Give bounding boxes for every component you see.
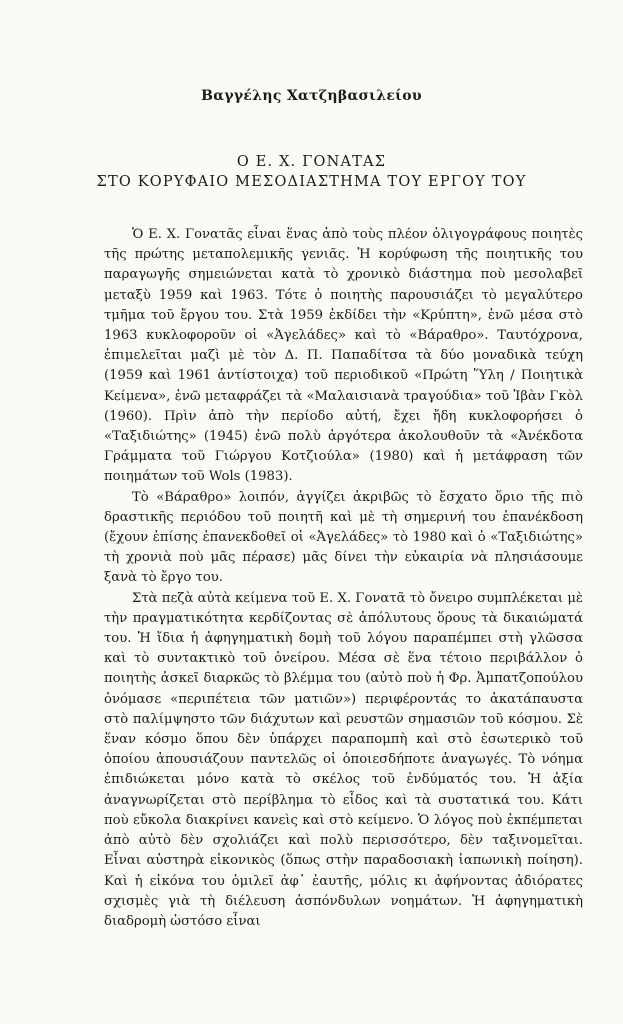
article-body bbox=[104, 225, 583, 932]
paragraph-1: Ὁ Ε. Χ. Γονατᾶς εἶναι ἕνας ἀπὸ τοὺς πλέον ὀλιγογράφους ποιητὲς τῆς πρώτης μεταπολεμικῆς γενιᾶς. Ἡ κορύφωση τῆς ποιητικῆς του παραγωγῆς σημειώνεται κατὰ τὸ χρονικὸ διάστημα ποὺ μεσολαβεῖ μεταξὺ 1959 καὶ 1963. Τότε ὁ ποιητὴς παρουσιάζει τὸ μεγαλύτερο τμῆμα τοῦ ἔργου του. Στὰ 1959 ἐκδίδει τὴν «Κρύπτη», ἐνῶ μέσα στὸ 1963 κυκλοφοροῦν οἱ «Ἀγελάδες» καὶ τὸ «Βάραθρο». Ταυτόχρονα, ἐπιμελεῖται μαζὶ μὲ τὸν Δ. Π. Παπαδίτσα τὰ δύο μοναδικὰ τεύχη (1959 καὶ 1961 ἀντίστοιχα) τοῦ περιοδικοῦ «Πρώτη Ὕλη / Ποιητικὰ Κείμενα», ἐνῶ μεταφράζει τὰ «Μαλαισιανὰ τραγούδια» τοῦ Ἰβὰν Γκὸλ (1960). Πρὶν ἀπὸ τὴν περίοδο αὐτή, ἔχει ἤδη κυκλοφορήσει ὁ «Ταξιδιώτης» (1945) ἐνῶ πολὺ ἀργότερα ἀκολουθοῦν τὰ «Ἀνέκδοτα Γράμματα τοῦ Γιώργου Κοτζιούλα» (1980) καὶ ἡ μετάφραση τῶν ποιημάτων τοῦ Wols (1983). bbox=[104, 227, 583, 485]
title-line-1: Ο Ε. Χ. ΓΟΝΑΤΑΣ bbox=[236, 154, 387, 170]
author-name: Βαγγέλης Χατζηβασιλείου bbox=[201, 88, 422, 104]
paragraph-3: Στὰ πεζὰ αὐτὰ κείμενα τοῦ Ε. Χ. Γονατᾶ τὸ ὄνειρο συμπλέκεται μὲ τὴν πραγματικότητα κερδίζοντας σὲ ἀπόλυτους ὅρους τὰ δικαιώματά του. Ἡ ἴδια ἡ ἀφηγηματικὴ δομὴ τοῦ λόγου παραπέμπει στὴ γλῶσσα καὶ τὸ συντακτικὸ τοῦ ὀνείρου. Μέσα σὲ ἕνα τέτοιο περιβάλλον ὁ ποιητὴς ἀσκεῖ διαρκῶς τὸ βλέμμα του (αὐτὸ ποὺ ἡ Φρ. Ἀμπατζοπούλου ὀνόμασε «περιπέτεια τῶν ματιῶν») περιφέροντάς το ἀκατάπαυστα στὸ παλίμψηστο τῶν διάχυτων καὶ ρευστῶν σημασιῶν τοῦ κόσμου. Σὲ ἕναν κόσμο ὅπου δὲν ὑπάρχει παραπομπὴ καὶ στὸ ἐσωτερικὸ τοῦ ὁποίου ἀπουσιάζουν παντελῶς οἱ ὁποιεσδήποτε ἀναγωγές. Τὸ νόημα ἐπιδιώκεται μόνο κατὰ τὸ σκέλος τοῦ ἐνδύματός του. Ἡ ἀξία ἀναγνωρίζεται στὸ περίβλημα τὸ εἶδος καὶ τὰ συστατικά του. Κάτι ποὺ εὔκολα διακρίνει κανεὶς καὶ στὸ κείμενο. Ὁ λόγος ποὺ ἐκπέμπεται ἀπὸ αὐτὸ δὲν σχολιάζει καὶ πολὺ περισσότερο, δὲν ταξινομεῖται. Εἶναι αὐστηρὰ εἰκονικὸς (ὅπως στὴν παραδοσιακὴ ἰαπωνικὴ ποίηση). Καὶ ἡ εἰκόνα του ὁμιλεῖ ἀφ᾽ ἑαυτῆς, μόλις κι ἀφήνοντας ἀδιόρατες σχισμὲς γιὰ τὴ διέλευση ἀσπόνδυλων νοημάτων. Ἡ ἀφηγηματικὴ διαδρομὴ ὡστόσο εἶναι bbox=[104, 590, 583, 929]
title-line-2: ΣΤΟ ΚΟΡΥΦΑΙΟ ΜΕΣΟΔΙΑΣΤΗΜΑ ΤΟΥ ΕΡΓΟΥ ΤΟΥ bbox=[96, 174, 527, 190]
paragraph-2: Τὸ «Βάραθρο» λοιπόν, ἀγγίζει ἀκριβῶς τὸ ἔσχατο ὅριο τῆς πιὸ δραστικῆς περιόδου τοῦ ποιητῆ καὶ μὲ τὴ σημερινή του ἐπανέκδοση (ἔχουν ἐπίσης ἐπανεκδοθεῖ οἱ «Ἀγελάδες» τὸ 1980 καὶ ὁ «Ταξιδιώτης» τὴ χρονιὰ ποὺ μᾶς πέρασε) μᾶς δίνει τὴν εὐκαιρία νὰ πλησιάσουμε ξανὰ τὸ ἔργο του. bbox=[104, 489, 583, 586]
article-title bbox=[0, 152, 623, 192]
